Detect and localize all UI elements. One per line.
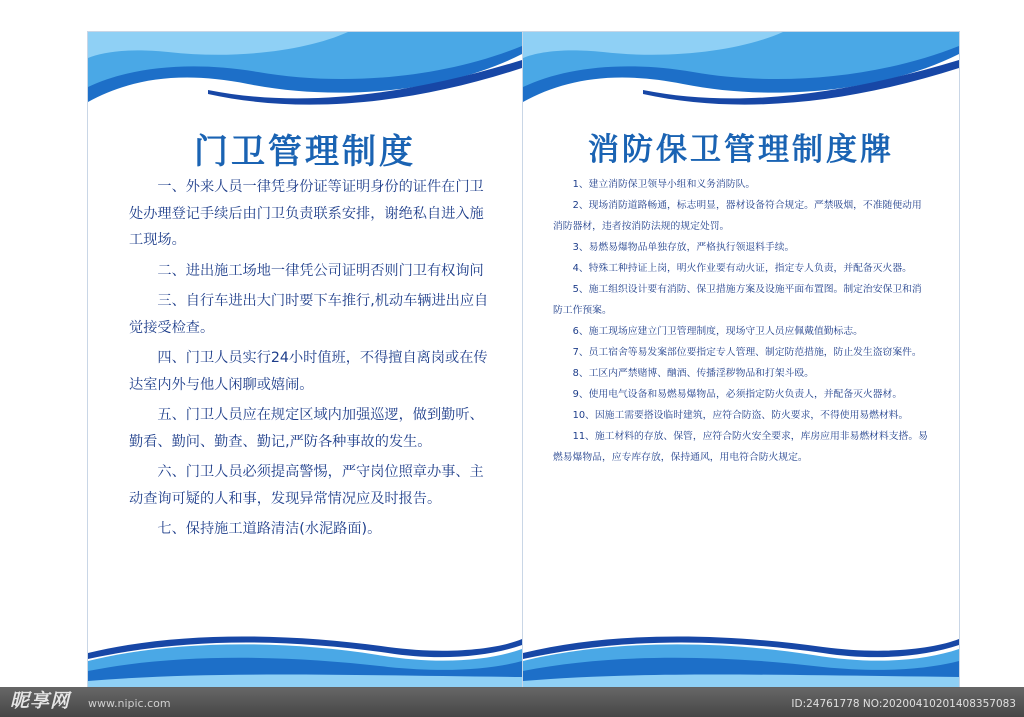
rule-paragraph: 四、门卫人员实行24小时值班，不得擅自离岗或在传达室内外与他人闲聊或嬉闹。	[129, 350, 488, 393]
top-wave-decoration	[88, 32, 522, 110]
bottom-wave-decoration	[523, 631, 959, 687]
rule-paragraph: 五、门卫人员应在规定区域内加强巡逻，做到勤听、勤看、勤问、勤查、勤记,严防各种事故的发生。	[129, 407, 484, 450]
image-id-text: ID:24761778 NO:20200410201408357083	[791, 698, 1016, 710]
fire-security-board	[523, 32, 959, 687]
watermark-bar	[0, 687, 1024, 717]
rule-paragraph: 七、保持施工道路清洁(水泥路面)。	[157, 521, 382, 537]
bottom-wave-decoration	[88, 631, 522, 687]
page-title: 消防保卫管理制度牌	[588, 132, 894, 168]
rule-paragraph: 5、施工组织设计要有消防、保卫措施方案及设施平面布置图。制定治安保卫和消防工作预案。	[553, 283, 922, 316]
watermark-logo: 昵享网	[10, 690, 71, 712]
rule-paragraph: 二、进出施工场地一律凭公司证明否则门卫有权询问	[157, 262, 484, 279]
rules-list	[553, 175, 931, 469]
rule-paragraph: 8、工区内严禁赌博、酗酒、传播淫秽物品和打架斗殴。	[572, 367, 814, 379]
rules-list	[129, 174, 492, 547]
top-wave-decoration	[523, 32, 959, 110]
rule-paragraph: 2、现场消防道路畅通，标志明显，器材设备符合规定。严禁吸烟，不准随便动用消防器材，违者按消防法规的规定处罚。	[553, 200, 922, 232]
watermark-url: www.nipic.com	[88, 697, 171, 710]
page-title: 门卫管理制度	[194, 132, 416, 172]
rule-paragraph: 9、使用电气设备和易燃易爆物品，必须指定防火负责人，并配备灭火器材。	[572, 388, 903, 400]
rule-paragraph: 三、自行车进出大门时要下车推行,机动车辆进出应自觉接受检查。	[129, 293, 489, 336]
rule-paragraph: 六、门卫人员必须提高警惕，严守岗位照章办事、主动查询可疑的人和事，发现异常情况应及时报告。	[129, 464, 484, 507]
rule-paragraph: 10、因施工需要搭设临时建筑，应符合防盗、防火要求，不得使用易燃材料。	[572, 410, 909, 422]
rule-paragraph: 3、易燃易爆物品单独存放，严格执行领退料手续。	[572, 241, 795, 253]
rule-paragraph: 1、建立消防保卫领导小组和义务消防队。	[572, 179, 756, 190]
rule-paragraph: 7、员工宿舍等易发案部位要指定专人管理、制定防范措施，防止发生盗窃案件。	[572, 346, 922, 358]
rule-paragraph: 4、特殊工种持证上岗，明火作业要有动火证，指定专人负责，并配备灭火器。	[572, 262, 912, 274]
rule-paragraph: 11、施工材料的存放、保管，应符合防火安全要求，库房应用非易燃材料支搭。易燃易爆物品，应专库存放，保持通风，用电符合防火规定。	[553, 431, 928, 463]
rule-paragraph: 6、施工现场应建立门卫管理制度，现场守卫人员应佩戴值勤标志。	[572, 325, 863, 337]
rule-paragraph: 一、外来人员一律凭身份证等证明身份的证件在门卫处办理登记手续后由门卫负责联系安排，谢绝私自进入施工现场。	[129, 179, 484, 248]
gate-management-board	[88, 32, 522, 687]
